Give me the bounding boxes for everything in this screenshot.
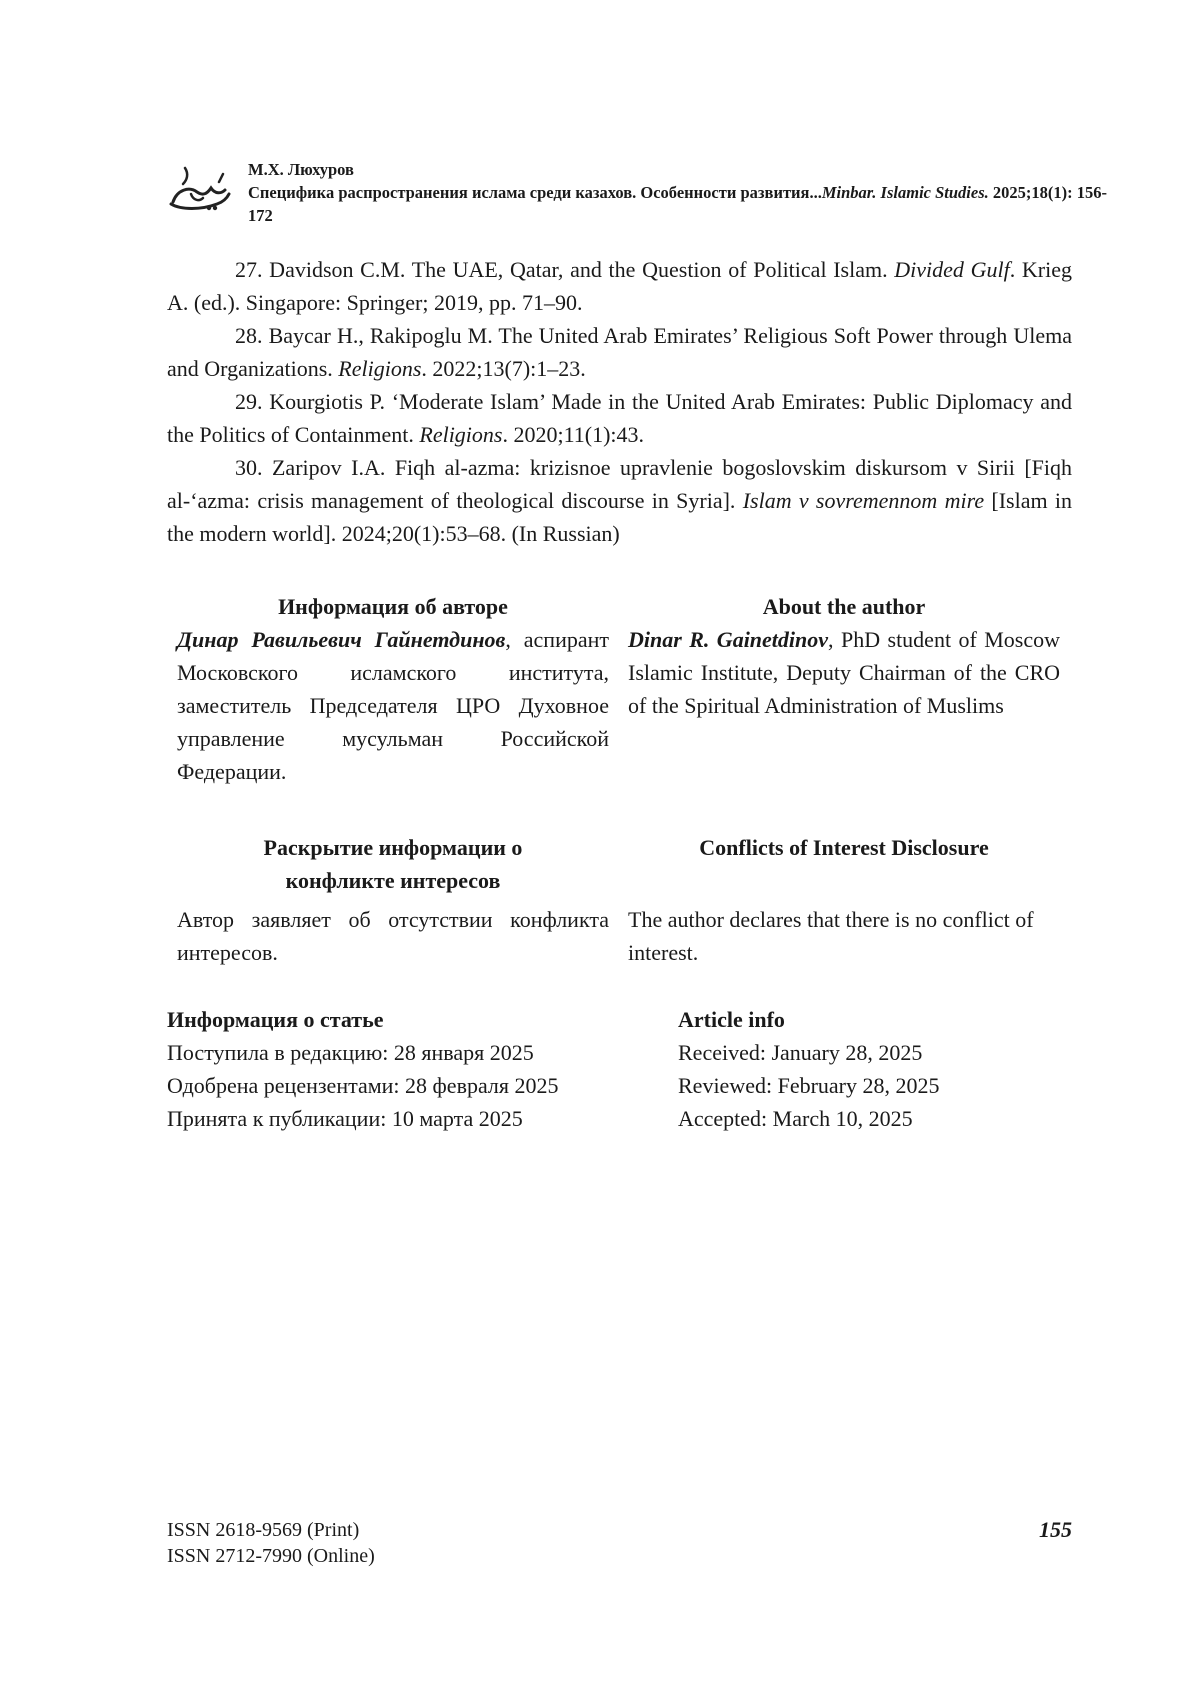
conflicts-en-title: Conflicts of Interest Disclosure xyxy=(699,835,989,860)
author-info-ru-text: Динар Равильевич Гайнетдинов, аспирант Московского исламского института, заместитель Председателя ЦРО Духовное управление мусульман Российской Федерации. xyxy=(177,627,609,784)
citation-title: Специфика распространения ислама среди казахов. Особенности развития... xyxy=(248,183,822,202)
article-info-ru-line: Принята к публикации: 10 марта 2025 xyxy=(167,1106,523,1131)
reference-item: 28. Baycar H., Rakipoglu M. The United Arab Emirates’ Religious Soft Power through Ulema and Organizations. Religions. 2022;13(7):1–23. xyxy=(167,323,1072,381)
author-info-ru xyxy=(177,590,609,788)
article-info-en-line: Reviewed: February 28, 2025 xyxy=(678,1073,940,1098)
article-info-ru-line: Поступила в редакцию: 28 января 2025 xyxy=(167,1040,534,1065)
conflicts-ru-title: Раскрытие информации о конфликте интересов xyxy=(263,835,523,893)
conflicts-ru-text: Автор заявляет об отсутствии конфликта интересов. xyxy=(177,907,609,965)
minbar-calligraphy-logo xyxy=(167,164,231,214)
issn-print: ISSN 2618-9569 (Print) xyxy=(167,1519,360,1541)
running-header-author: М.Х. Люхуров xyxy=(248,160,354,179)
reference-item: 30. Zaripov I.A. Fiqh al-azma: krizisnoe upravlenie bogoslovskim diskursom v Sirii [Fiqh al-‘azma: crisis management of theological discourse in Syria]. Islam v sovremennom mire [Islam in the modern world]. 2024;20(1):53–68. (In Russian) xyxy=(167,455,1072,546)
author-name-ru: Динар Равильевич Гайнетдинов xyxy=(177,627,506,652)
footer-issn xyxy=(167,1517,375,1569)
author-name-en: Dinar R. Gainetdinov xyxy=(628,627,829,652)
issn-online: ISSN 2712-7990 (Online) xyxy=(167,1545,375,1567)
article-info-en xyxy=(678,1003,1078,1135)
conflicts-en-text: The author declares that there is no conflict of interest. xyxy=(628,907,1034,965)
author-info-ru-title: Информация об авторе xyxy=(278,594,508,619)
reference-item: 27. Davidson C.M. The UAE, Qatar, and the Question of Political Islam. Divided Gulf. Krieg A. (ed.). Singapore: Springer; 2019, pp. 71–90. xyxy=(167,257,1072,315)
reference-list xyxy=(167,253,1072,550)
article-info-en-title: Article info xyxy=(678,1007,785,1032)
running-header-citation xyxy=(248,181,1108,227)
author-info-en xyxy=(628,590,1060,722)
citation-details: 2025;18(1): 156-172 xyxy=(248,183,1107,225)
article-info-en-line: Received: January 28, 2025 xyxy=(678,1040,923,1065)
article-info-ru-line: Одобрена рецензентами: 28 февраля 2025 xyxy=(167,1073,559,1098)
author-info-en-text: Dinar R. Gainetdinov, PhD student of Moscow Islamic Institute, Deputy Chairman of the CRO of the Spiritual Administration of Muslims xyxy=(628,627,1060,718)
page-number: 155 xyxy=(1039,1517,1072,1542)
citation-journal: Minbar. Islamic Studies. xyxy=(821,183,989,202)
article-info-ru xyxy=(167,1003,617,1135)
article-info-en-line: Accepted: March 10, 2025 xyxy=(678,1106,913,1131)
article-info-ru-title: Информация о статье xyxy=(167,1007,384,1032)
author-info-en-title: About the author xyxy=(762,594,926,619)
conflicts-ru xyxy=(177,831,609,969)
conflicts-en xyxy=(628,831,1060,969)
reference-item: 29. Kourgiotis P. ‘Moderate Islam’ Made in the United Arab Emirates: Public Diplomacy and the Politics of Containment. Religions. 2020;11(1):43. xyxy=(167,389,1072,447)
